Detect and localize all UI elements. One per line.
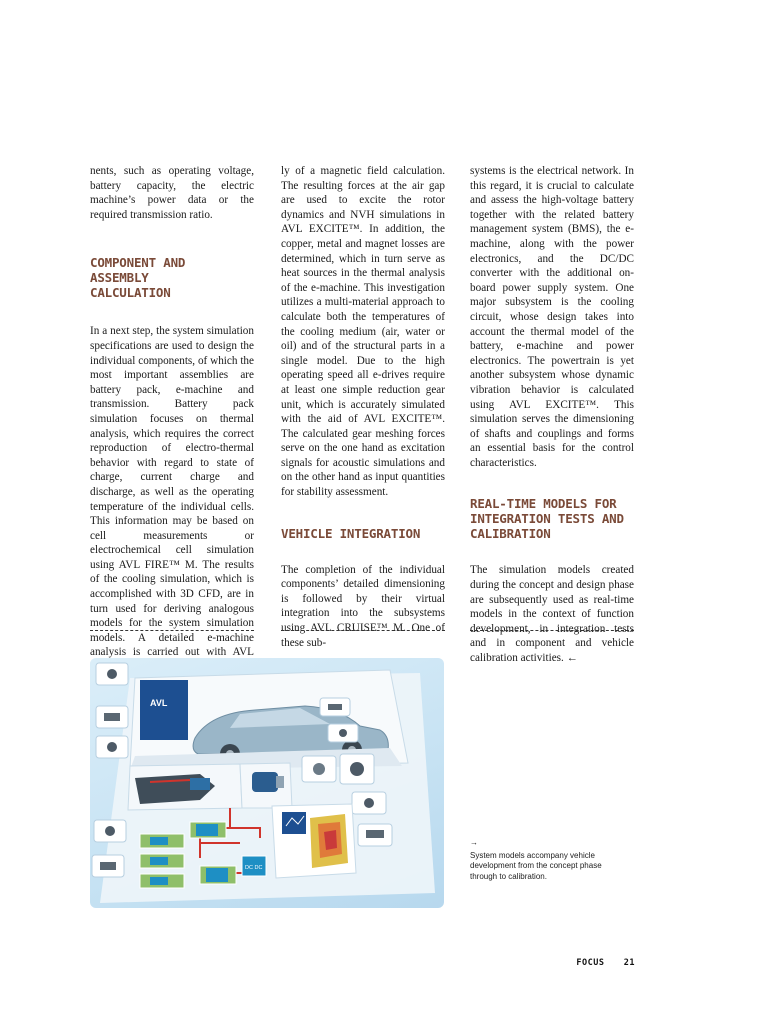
caption-text: System models accompany vehicle development from the concept phase through to calibration.: [470, 850, 602, 881]
column-3-rule: [470, 630, 634, 631]
page-footer: [576, 958, 635, 968]
system-models-illustration: [90, 658, 444, 908]
heading-real-time-models: REAL-TIME MODELS FOR INTEGRATION TESTS AND CALIBRATION: [470, 496, 624, 542]
figure-caption: [470, 838, 630, 882]
column-3: [470, 164, 634, 666]
column-2: [281, 164, 445, 650]
col3-paragraph-1: systems is the electrical network. In this regard, it is crucial to calculate and assess the high-voltage battery together with the related battery management system (BMS), the e-machine, along with the power electronics, and the DC/DC converter with the additional on-board power supply system. One major subsystem is the cooling circuit, whose design takes into account the thermal model of the battery, e-machine and power electronics. The powertrain is yet another subsystem whose dynamic vibration behavior is calculated using AVL EXCITE™. This simulation serves the dimensioning of shafts and couplings and forms an essential basis for the control characteristics.: [470, 165, 634, 469]
col1-paragraph-1: nents, such as operating voltage, battery capacity, the electric machine’s power data or the required transmission ratio.: [90, 165, 254, 221]
caption-arrow: →: [470, 838, 478, 847]
column-1: [90, 164, 254, 675]
system-models-figure: [90, 658, 444, 908]
page-number: 21: [623, 958, 635, 968]
avl-logo-text: AVL: [150, 698, 168, 708]
col2-paragraph-2: The completion of the individual components’ detailed dimensioning is followed by their virtual integration into the subsystems using AVL CRUISE™ M. One of these sub-: [281, 563, 445, 649]
column-2-rule: [281, 630, 445, 631]
column-1-rule: [90, 630, 254, 631]
col3-paragraph-2: The simulation models created during the concept and design phase are subsequently used as real-time models in the context of function development, in integration tests and in component and vehicle calibration activities. ←: [470, 564, 634, 665]
footer-section: FOCUS: [576, 958, 605, 968]
col2-paragraph-1: ly of a magnetic field calculation. The resulting forces at the air gap are used to excite the rotor dynamics and NVH simulations in AVL EXCITE™. In addition, the copper, metal and magnet losses are determined, which in turn serve as heat sources in the thermal analysis of the e-machine. This investigation utilizes a multi-material approach to calculate both the temperatures of the cooling medium (air, water or oil) and of the structural parts in a single model. Due to the high operating speed all e-drives require at least one simple reduction gear unit, which is accurately simulated with the aid of AVL EXCITE™. The calculated gear meshing forces serve on the one hand as excitation signals for acoustic simulations and on the other hand as input quantities for stability assessment.: [281, 165, 445, 499]
dcdc-label: DC DC: [245, 865, 263, 871]
col1-paragraph-2: In a next step, the system simulation specifications are used to design the individual components, of which the most important assemblies are battery pack, e-machine and transmission. Battery pack simulation focuses on thermal analysis, which requires the correct reproduction of electro-thermal behavior with regard to state of charge, current charge and discharge, as well as the operating temperature of the individual cells. This information may be based on cell measurements or electrochemical cell simulation using AVL FIRE™ M. The results of the cooling simulation, which is accomplished with 3D CFD, are in turn used for deriving analogous models for the system simulation models. A detailed e-machine analysis is carried out with AVL: [90, 325, 254, 659]
heading-component-assembly: COMPONENT AND ASSEMBLY CALCULATION: [90, 255, 186, 301]
result-icon: [282, 812, 306, 834]
heading-vehicle-integration: VEHICLE INTEGRATION: [281, 525, 421, 541]
avl-logo-panel: [140, 680, 188, 740]
e-machine-model: [252, 772, 278, 792]
